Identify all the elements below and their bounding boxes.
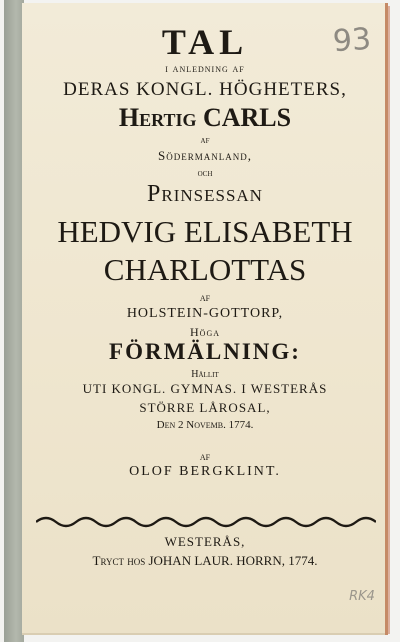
line-i-anledning-af: i anledning af	[165, 63, 245, 75]
line-och: och	[197, 168, 213, 179]
line-hoga: Höga	[190, 325, 220, 339]
line-storre-larosal: STÖRRE LÅROSAL,	[139, 400, 271, 415]
line-hertig-carls: Hertig CARLS	[118, 103, 292, 132]
line-date: Den 2 Novemb. 1774.	[156, 419, 254, 431]
line-deras-kongl: DERAS KONGL. HÖGHETERS,	[63, 79, 347, 100]
handwritten-catalog-number: 93	[331, 21, 373, 60]
line-af-2: af	[199, 292, 211, 304]
title-tal: TAL	[161, 22, 249, 62]
line-holstein-gottorp: HOLSTEIN-GOTTORP,	[126, 306, 284, 321]
line-sodermanland: Södermanland,	[158, 148, 252, 163]
spine-binding	[4, 0, 24, 642]
line-hedvig-elisabeth: HEDVIG ELISABETH	[57, 214, 353, 249]
line-hallit: Hållit	[191, 369, 219, 380]
line-imprint-city: WESTERÅS,	[164, 534, 246, 549]
line-author: OLOF BERGKLINT.	[129, 464, 281, 479]
pencil-annotation: RK4	[349, 589, 375, 604]
title-page	[22, 3, 388, 635]
line-charlottas: CHARLOTTAS	[103, 252, 307, 287]
line-prinsessan: Prinsessan	[147, 181, 263, 207]
line-af-1: af	[200, 135, 210, 146]
line-af-3: af	[199, 451, 211, 463]
line-formalning: FÖRMÄLNING:	[109, 339, 301, 364]
line-uti-kongl-gymnas: UTI KONGL. GYMNAS. I WESTERÅS	[82, 381, 328, 396]
ornamental-wavy-rule	[36, 513, 376, 531]
line-imprint-printer: Tryct hos JOHAN LAUR. HORRN, 1774.	[92, 553, 318, 568]
